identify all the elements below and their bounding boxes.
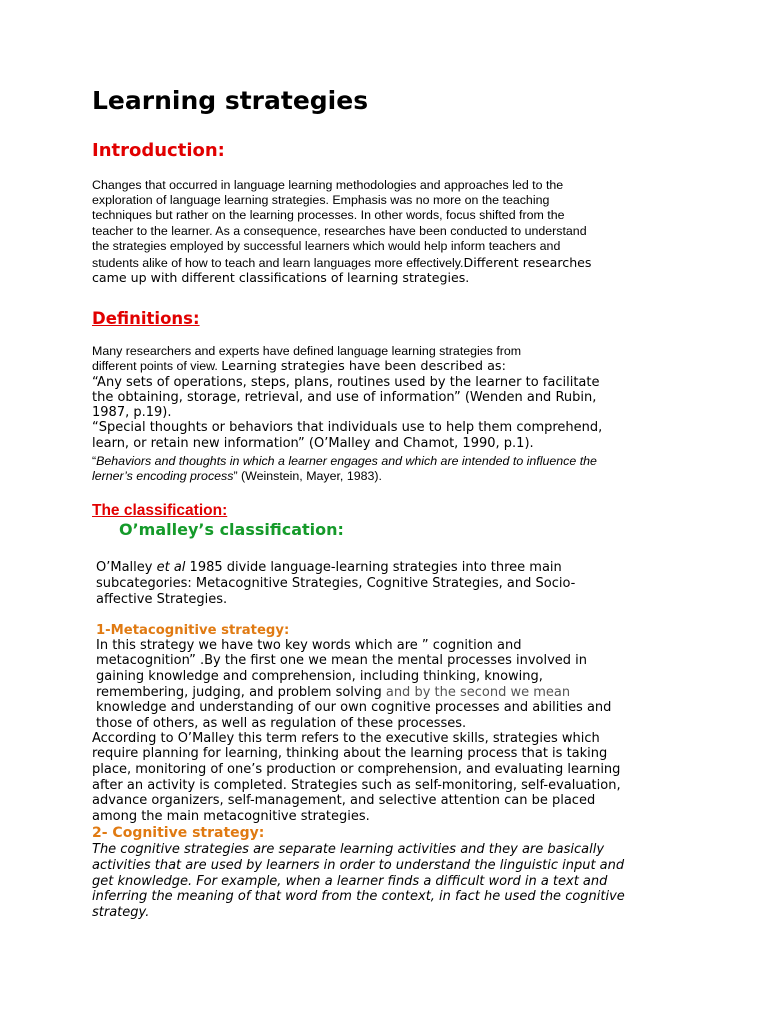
intro-line-3: techniques but rather on the learning processes. In other words, focus shifted from the <box>92 208 565 222</box>
quote-3-line-1 <box>92 454 597 469</box>
metacognitive-heading: 1-Metacognitive strategy: <box>96 623 290 638</box>
quote-3-line-2-italic: lerner’s encoding process <box>92 469 234 483</box>
omalley-para-line-2: subcategories: Metacognitive Strategies, Cognitive Strategies, and Socio- <box>96 576 576 591</box>
intro-line-7: came up with different classifications of learning strategies. <box>92 270 470 285</box>
intro-line-5: the strategies employed by successful learners which would help inform teachers and <box>92 239 561 253</box>
quote-1-line-1: “Any sets of operations, steps, plans, routines used by the learner to facilitate <box>92 375 600 390</box>
metacognitive-line-3: gaining knowledge and comprehension, including thinking, knowing, <box>96 669 543 684</box>
quote-2-line-2: learn, or retain new information” (O’Malley and Chamot, 1990, p.1). <box>92 436 534 451</box>
page-title: Learning strategies <box>92 86 369 115</box>
quote-3-line-2-citation: ” (Weinstein, Mayer, 1983). <box>233 469 382 483</box>
cognitive-line-3: get knowledge. For example, when a learner finds a difficult word in a text and <box>92 874 608 889</box>
quote-2-line-1: “Special thoughts or behaviors that individuals use to help them comprehend, <box>92 420 603 435</box>
definitions-heading: Definitions: <box>92 309 200 328</box>
quote-1-line-2: the obtaining, storage, retrieval, and use of information” (Wenden and Rubin, <box>92 390 597 405</box>
omalley-classification-heading: O’malley’s classification: <box>119 520 344 539</box>
definitions-intro-line-2 <box>92 359 506 374</box>
metacognitive-line-4-part-b: and by the second we mean <box>381 685 571 700</box>
omalley-para-part-a: O’Malley <box>96 560 157 575</box>
definitions-intro-line-2-part-a: different points of view. <box>92 359 222 373</box>
intro-line-6 <box>92 255 592 271</box>
quote-3-line-2 <box>92 469 382 484</box>
metacognitive-line-1: In this strategy we have two key words which are ” cognition and <box>96 638 522 653</box>
cognitive-heading: 2- Cognitive strategy: <box>92 825 265 841</box>
metacognitive-line-12: among the main metacognitive strategies. <box>92 809 370 824</box>
classification-heading: The classification: <box>92 502 228 519</box>
omalley-para-et-al: et al <box>156 560 186 575</box>
metacognitive-line-4 <box>96 685 570 700</box>
metacognitive-line-5: knowledge and understanding of our own cognitive processes and abilities and <box>96 700 612 715</box>
cognitive-line-5: strategy. <box>92 905 150 920</box>
metacognitive-line-7: According to O’Malley this term refers to the executive skills, strategies which <box>92 731 600 746</box>
cognitive-line-2: activities that are used by learners in order to understand the linguistic input and <box>92 858 625 873</box>
intro-line-6-part-b: Different researches <box>463 255 592 270</box>
quote-3-open-mark: “ <box>92 454 97 468</box>
metacognitive-line-10: after an activity is completed. Strategies such as self-monitoring, self-evaluation, <box>92 778 621 793</box>
omalley-para-part-b: 1985 divide language-learning strategies into three main <box>185 560 562 575</box>
metacognitive-line-8: require planning for learning, thinking about the learning process that is taking <box>92 746 608 761</box>
introduction-heading: Introduction: <box>92 140 225 161</box>
cognitive-line-4: inferring the meaning of that word from the context, in fact he used the cognitive <box>92 889 625 904</box>
metacognitive-line-2: metacognition” .By the first one we mean the mental processes involved in <box>96 653 588 668</box>
definitions-intro-line-1: Many researchers and experts have defined language learning strategies from <box>92 344 522 358</box>
quote-3-line-1-text: Behaviors and thoughts in which a learner engages and which are intended to influence the <box>96 454 597 468</box>
metacognitive-line-11: advance organizers, self-management, and selective attention can be placed <box>92 793 596 808</box>
intro-line-4: teacher to the learner. As a consequence, researches have been conducted to understand <box>92 224 587 238</box>
intro-line-2: exploration of language learning strategies. Emphasis was no more on the teaching <box>92 193 550 207</box>
definitions-intro-line-2-part-b: Learning strategies have been described as: <box>221 359 506 374</box>
cognitive-line-1: The cognitive strategies are separate learning activities and they are basically <box>92 842 605 857</box>
metacognitive-line-9: place, monitoring of one’s production or comprehension, and evaluating learning <box>92 762 621 777</box>
metacognitive-line-6: those of others, as well as regulation of these processes. <box>96 716 467 731</box>
intro-line-6-part-a: students alike of how to teach and learn languages more effectively. <box>92 256 464 270</box>
omalley-para-line-3: affective Strategies. <box>96 592 228 607</box>
quote-1-line-3: 1987, p.19). <box>92 405 172 420</box>
omalley-para-line-1 <box>96 560 562 575</box>
intro-line-1: Changes that occurred in language learning methodologies and approaches led to the <box>92 178 564 192</box>
metacognitive-line-4-part-a: remembering, judging, and problem solving <box>96 685 382 700</box>
